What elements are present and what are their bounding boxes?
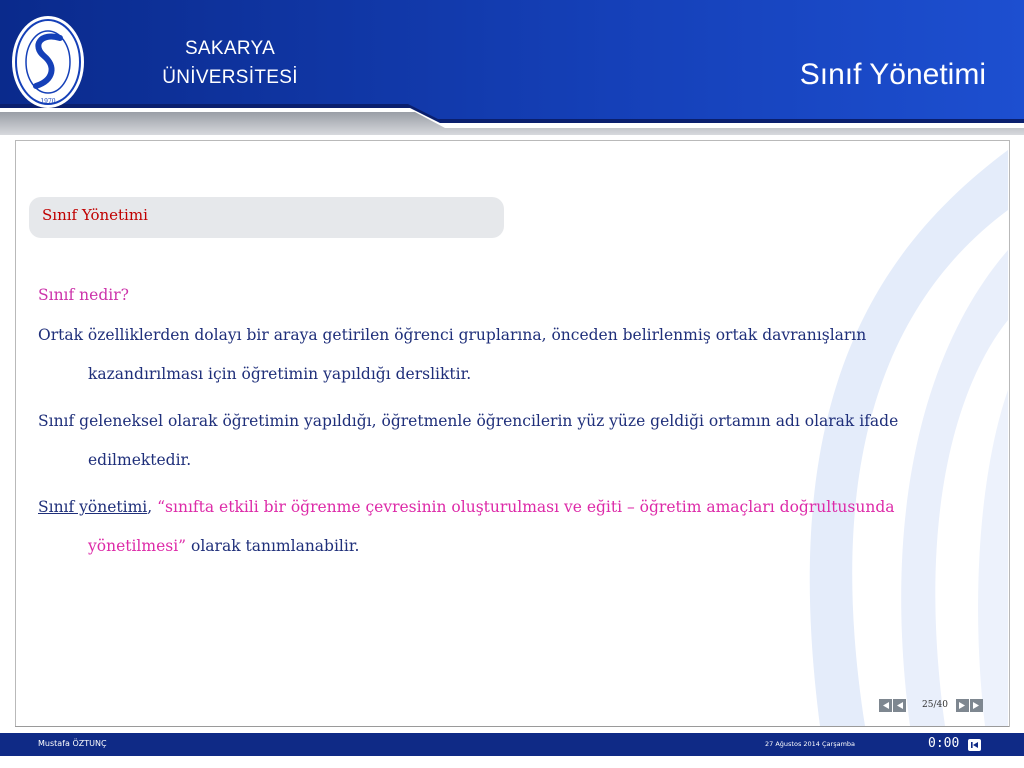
university-name-line1: SAKARYA xyxy=(184,38,276,59)
previous-slide-button[interactable] xyxy=(893,699,906,712)
paragraph-line: kazandırılması için öğretimin yapıldığı dersliktir. xyxy=(88,365,472,383)
paragraph-line: Sınıf geleneksel olarak öğretimin yapıldığı, öğretmenle öğrencilerin yüz yüze geldiği ortamın adı olarak ifade xyxy=(38,412,899,430)
paragraph-line xyxy=(38,527,988,566)
term-classroom-management: Sınıf yönetimi xyxy=(38,498,148,516)
next-nav-group xyxy=(956,699,983,713)
go-to-start-icon xyxy=(970,741,979,749)
footer-bottom-strip xyxy=(0,756,1024,768)
definition-quote-part1: “sınıfta etkili bir öğrenme çevresinin oluşturulması ve eğiti – öğretim amaçları doğrultusunda xyxy=(152,498,895,516)
slide-timer: 0:00 xyxy=(928,736,960,751)
comma: , xyxy=(147,498,153,516)
fast-forward-icon xyxy=(972,701,981,710)
last-slide-button[interactable] xyxy=(970,699,983,712)
university-name-line2: ÜNİVERSİTESİ xyxy=(162,67,298,88)
first-slide-button[interactable] xyxy=(879,699,892,712)
arrow-left-icon xyxy=(895,701,904,710)
arrow-right-icon xyxy=(958,701,967,710)
paragraph-line: edilmektedir. xyxy=(88,451,192,469)
paragraph-line xyxy=(38,488,988,527)
definition-paragraph-2 xyxy=(38,402,988,480)
definition-ending: olarak tanımlanabilir. xyxy=(186,537,360,555)
presentation-date: 27 Ağustos 2014 Çarşamba xyxy=(765,740,856,748)
next-slide-button[interactable] xyxy=(956,699,969,712)
author-name: Mustafa ÖZTUNÇ xyxy=(38,739,107,748)
rewind-icon xyxy=(881,701,890,710)
definition-paragraph-3 xyxy=(38,488,988,566)
paragraph-line: Ortak özelliklerden dolayı bir araya getirilen öğrenci gruplarına, önceden belirlenmiş ortak davranışların xyxy=(38,326,867,344)
question-text: Sınıf nedir? xyxy=(38,286,129,304)
prev-nav-group xyxy=(879,699,906,713)
definition-quote-part2: yönetilmesi” xyxy=(88,537,187,555)
definition-paragraph-1 xyxy=(38,316,988,394)
page-indicator: 25/40 xyxy=(922,700,948,710)
home-button[interactable] xyxy=(968,739,981,751)
slide-title: Sınıf Yönetimi xyxy=(799,58,986,91)
slide-content xyxy=(38,280,988,574)
svg-text:1970: 1970 xyxy=(40,98,56,105)
section-heading: Sınıf Yönetimi xyxy=(42,206,148,224)
footer-bar xyxy=(0,733,1024,756)
